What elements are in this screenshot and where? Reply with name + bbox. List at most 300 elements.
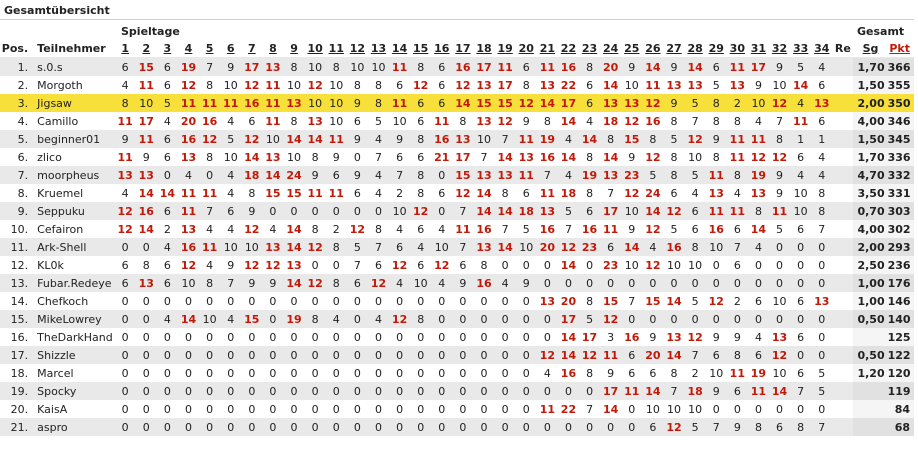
matchday-score: 16 — [473, 274, 494, 292]
matchday-score: 4 — [685, 184, 706, 202]
matchday-score: 6 — [579, 94, 600, 112]
matchday-score: 0 — [241, 418, 262, 436]
matchday-score: 6 — [706, 346, 727, 364]
matchday-score: 4 — [115, 76, 136, 94]
points-total: 332 — [888, 166, 914, 184]
matchday-score: 0 — [262, 418, 283, 436]
matchday-score: 6 — [516, 184, 537, 202]
matchday-score: 10 — [199, 310, 220, 328]
matchday-score: 14 — [473, 202, 494, 220]
matchday-score: 10 — [685, 148, 706, 166]
matchday-score: 6 — [769, 418, 790, 436]
row-position: 15. — [0, 310, 31, 328]
matchday-score: 4 — [431, 274, 452, 292]
col-header-matchday[interactable]: 31 — [748, 40, 769, 58]
matchday-score: 6 — [642, 364, 663, 382]
matchday-score: 9 — [241, 274, 262, 292]
matchday-score: 14 — [283, 238, 304, 256]
matchday-score: 6 — [790, 148, 811, 166]
matchday-score: 0 — [241, 292, 262, 310]
matchday-score: 13 — [495, 166, 516, 184]
col-header-matchday[interactable]: 34 — [811, 40, 832, 58]
matchday-score: 13 — [262, 238, 283, 256]
matchday-score: 13 — [727, 76, 748, 94]
matchday-score: 4 — [220, 184, 241, 202]
matchday-score: 0 — [706, 256, 727, 274]
participant-name: Morgoth — [31, 76, 114, 94]
matchday-score: 12 — [305, 274, 326, 292]
matchday-score: 6 — [389, 238, 410, 256]
matchday-score: 10 — [283, 148, 304, 166]
matchday-score: 0 — [410, 382, 431, 400]
matchday-score: 0 — [368, 400, 389, 418]
matchday-score: 13 — [136, 166, 157, 184]
sg-value: 1,70 — [853, 58, 887, 77]
points-total: 84 — [888, 400, 914, 418]
matchday-score: 7 — [685, 112, 706, 130]
matchday-score: 15 — [136, 58, 157, 77]
matchday-score: 13 — [178, 148, 199, 166]
matchday-score: 14 — [769, 382, 790, 400]
matchday-score: 11 — [706, 202, 727, 220]
matchday-score: 9 — [663, 94, 684, 112]
matchday-score: 9 — [600, 364, 621, 382]
col-header-matchday[interactable]: 6 — [220, 40, 241, 58]
matchday-score: 5 — [769, 220, 790, 238]
sg-value: 1,50 — [853, 130, 887, 148]
matchday-score: 0 — [115, 400, 136, 418]
table-row — [0, 202, 914, 220]
matchday-score: 7 — [220, 274, 241, 292]
matchday-score: 8 — [579, 58, 600, 77]
matchday-score: 0 — [241, 400, 262, 418]
matchday-score: 8 — [326, 238, 347, 256]
points-total: 350 — [888, 94, 914, 112]
matchday-score: 0 — [283, 328, 304, 346]
col-header-matchday[interactable]: 22 — [558, 40, 579, 58]
matchday-score: 19 — [579, 166, 600, 184]
matchday-score: 7 — [537, 166, 558, 184]
col-header-matchday[interactable]: 33 — [790, 40, 811, 58]
points-total: 146 — [888, 292, 914, 310]
page-title: Gesamtübersicht — [4, 4, 110, 17]
matchday-score: 11 — [790, 112, 811, 130]
matchday-score: 7 — [769, 112, 790, 130]
matchday-score: 0 — [516, 346, 537, 364]
matchday-score: 14 — [452, 94, 473, 112]
matchday-score: 0 — [326, 346, 347, 364]
matchday-score: 9 — [347, 130, 368, 148]
matchday-score: 10 — [431, 238, 452, 256]
matchday-score: 6 — [431, 58, 452, 77]
matchday-score: 0 — [452, 328, 473, 346]
matchday-score: 0 — [727, 310, 748, 328]
matchday-score: 0 — [685, 310, 706, 328]
matchday-score: 7 — [452, 238, 473, 256]
matchday-score: 8 — [579, 364, 600, 382]
matchday-score: 0 — [495, 256, 516, 274]
matchday-score: 0 — [115, 310, 136, 328]
matchday-score: 0 — [347, 382, 368, 400]
matchday-score: 0 — [516, 418, 537, 436]
matchday-score: 11 — [516, 130, 537, 148]
matchday-score: 0 — [621, 418, 642, 436]
matchday-score: 10 — [178, 274, 199, 292]
col-header-matchday[interactable]: 20 — [516, 40, 537, 58]
matchday-score: 0 — [516, 310, 537, 328]
matchday-score: 0 — [305, 202, 326, 220]
matchday-score: 4 — [220, 166, 241, 184]
matchday-score: 0 — [473, 310, 494, 328]
matchday-score: 4 — [579, 112, 600, 130]
matchday-score: 9 — [516, 274, 537, 292]
matchday-score: 11 — [178, 184, 199, 202]
matchday-score: 20 — [537, 238, 558, 256]
matchday-score: 6 — [241, 112, 262, 130]
col-header-matchday[interactable]: 30 — [727, 40, 748, 58]
matchday-score: 0 — [516, 400, 537, 418]
matchday-score: 0 — [368, 364, 389, 382]
re-cell — [832, 274, 853, 292]
col-header-matchday[interactable]: 15 — [410, 40, 431, 58]
participant-name: Camillo — [31, 112, 114, 130]
matchday-score: 6 — [790, 292, 811, 310]
matchday-score: 0 — [283, 418, 304, 436]
matchday-score: 12 — [241, 256, 262, 274]
matchday-score: 0 — [199, 292, 220, 310]
matchday-score: 0 — [115, 418, 136, 436]
sg-value: 1,70 — [853, 148, 887, 166]
col-header-matchday[interactable]: 24 — [600, 40, 621, 58]
matchday-score: 8 — [769, 130, 790, 148]
matchday-score: 13 — [769, 328, 790, 346]
matchday-score: 4 — [495, 274, 516, 292]
matchday-score: 0 — [326, 364, 347, 382]
matchday-score: 12 — [685, 130, 706, 148]
matchday-score: 16 — [473, 220, 494, 238]
matchday-score: 13 — [305, 112, 326, 130]
matchday-score: 0 — [748, 400, 769, 418]
matchday-score: 0 — [305, 382, 326, 400]
matchday-score: 12 — [642, 94, 663, 112]
matchday-score: 7 — [452, 202, 473, 220]
col-header-matchday[interactable]: 16 — [431, 40, 452, 58]
matchday-score: 4 — [220, 310, 241, 328]
matchday-score: 8 — [706, 94, 727, 112]
matchday-score: 0 — [452, 418, 473, 436]
matchday-score: 4 — [642, 238, 663, 256]
matchday-score: 6 — [410, 112, 431, 130]
matchday-score: 8 — [579, 184, 600, 202]
matchday-score: 21 — [431, 148, 452, 166]
matchday-score: 0 — [389, 400, 410, 418]
points-total: 336 — [888, 148, 914, 166]
col-header-pkt[interactable]: Pkt — [888, 40, 914, 58]
points-total: 125 — [888, 328, 914, 346]
matchday-score: 0 — [347, 292, 368, 310]
matchday-score: 10 — [368, 58, 389, 77]
matchday-score: 4 — [368, 130, 389, 148]
row-position: 16. — [0, 328, 31, 346]
matchday-score: 11 — [199, 94, 220, 112]
col-header-matchday[interactable]: 3 — [157, 40, 178, 58]
participant-name: Jigsaw — [31, 94, 114, 112]
matchday-score: 6 — [811, 112, 832, 130]
matchday-score: 13 — [811, 94, 832, 112]
matchday-score: 0 — [748, 310, 769, 328]
matchday-score: 0 — [811, 328, 832, 346]
matchday-score: 7 — [368, 238, 389, 256]
sg-value — [853, 382, 887, 400]
matchday-score: 13 — [473, 238, 494, 256]
matchday-score: 12 — [600, 310, 621, 328]
matchday-score: 11 — [389, 94, 410, 112]
matchday-score: 14 — [685, 58, 706, 77]
matchday-score: 0 — [790, 274, 811, 292]
col-header-matchday[interactable]: 9 — [283, 40, 304, 58]
col-header-matchday[interactable]: 7 — [241, 40, 262, 58]
col-header-matchday[interactable]: 32 — [769, 40, 790, 58]
matchday-score: 12 — [621, 112, 642, 130]
re-cell — [832, 184, 853, 202]
col-header-matchday[interactable]: 10 — [305, 40, 326, 58]
matchday-score: 4 — [389, 220, 410, 238]
col-header-re: Re — [832, 40, 853, 58]
col-header-matchday[interactable]: 29 — [706, 40, 727, 58]
matchday-score: 0 — [537, 274, 558, 292]
matchday-score: 0 — [431, 346, 452, 364]
matchday-score: 17 — [241, 58, 262, 77]
col-header-matchday[interactable]: 25 — [621, 40, 642, 58]
matchday-score: 0 — [368, 382, 389, 400]
matchday-score: 0 — [410, 346, 431, 364]
matchday-score: 4 — [748, 328, 769, 346]
col-header-matchday[interactable]: 17 — [452, 40, 473, 58]
matchday-score: 0 — [431, 310, 452, 328]
col-header-matchday[interactable]: 26 — [642, 40, 663, 58]
re-cell — [832, 346, 853, 364]
col-header-matchday[interactable]: 2 — [136, 40, 157, 58]
matchday-score: 6 — [727, 256, 748, 274]
matchday-score: 0 — [283, 346, 304, 364]
matchday-score: 3 — [600, 328, 621, 346]
matchday-score: 0 — [347, 310, 368, 328]
col-header-matchday[interactable]: 27 — [663, 40, 684, 58]
points-total: 355 — [888, 76, 914, 94]
matchday-score: 0 — [115, 328, 136, 346]
matchday-score: 0 — [473, 328, 494, 346]
re-cell — [832, 382, 853, 400]
matchday-score: 0 — [579, 382, 600, 400]
matchday-score: 6 — [157, 274, 178, 292]
matchday-score: 0 — [326, 418, 347, 436]
col-header-matchday[interactable]: 21 — [537, 40, 558, 58]
matchday-score: 11 — [516, 166, 537, 184]
col-header-matchday[interactable]: 13 — [368, 40, 389, 58]
matchday-score: 12 — [706, 292, 727, 310]
matchday-score: 11 — [748, 130, 769, 148]
matchday-score: 11 — [642, 76, 663, 94]
col-header-matchday[interactable]: 4 — [178, 40, 199, 58]
matchday-score: 9 — [241, 202, 262, 220]
matchday-score: 0 — [727, 400, 748, 418]
matchday-score: 0 — [790, 400, 811, 418]
re-cell — [832, 202, 853, 220]
matchday-score: 5 — [220, 130, 241, 148]
matchday-score: 14 — [495, 202, 516, 220]
matchday-score: 14 — [558, 346, 579, 364]
matchday-score: 0 — [347, 202, 368, 220]
table-row — [0, 130, 914, 148]
matchday-score: 4 — [157, 310, 178, 328]
col-header-matchday[interactable]: 11 — [326, 40, 347, 58]
matchday-score: 12 — [178, 256, 199, 274]
matchday-score: 6 — [706, 58, 727, 77]
matchday-score: 0 — [157, 400, 178, 418]
matchday-score: 0 — [199, 346, 220, 364]
matchday-score: 12 — [769, 346, 790, 364]
matchday-score: 6 — [579, 76, 600, 94]
matchday-score: 0 — [706, 310, 727, 328]
matchday-score: 7 — [389, 166, 410, 184]
matchday-score: 10 — [706, 364, 727, 382]
matchday-score: 15 — [642, 292, 663, 310]
row-position: 20. — [0, 400, 31, 418]
col-header-matchday[interactable]: 12 — [347, 40, 368, 58]
sg-value: 1,00 — [853, 292, 887, 310]
matchday-score: 0 — [473, 418, 494, 436]
matchday-score: 8 — [473, 256, 494, 274]
matchday-score: 20 — [558, 292, 579, 310]
matchday-score: 9 — [663, 58, 684, 77]
sg-value: 3,50 — [853, 184, 887, 202]
matchday-score: 0 — [811, 400, 832, 418]
matchday-score: 15 — [600, 292, 621, 310]
matchday-score: 0 — [220, 418, 241, 436]
matchday-score: 4 — [368, 310, 389, 328]
matchday-score: 4 — [157, 112, 178, 130]
col-header-matchday[interactable]: 8 — [262, 40, 283, 58]
table-row — [0, 184, 914, 202]
matchday-score: 23 — [600, 256, 621, 274]
matchday-score: 14 — [537, 94, 558, 112]
col-header-matchday[interactable]: 1 — [115, 40, 136, 58]
matchday-score: 12 — [769, 148, 790, 166]
col-header-matchday[interactable]: 23 — [579, 40, 600, 58]
matchday-score: 7 — [368, 148, 389, 166]
matchday-score: 9 — [516, 112, 537, 130]
matchday-score: 15 — [473, 94, 494, 112]
matchday-score: 12 — [769, 94, 790, 112]
col-header-matchday[interactable]: 28 — [685, 40, 706, 58]
matchday-score: 6 — [685, 202, 706, 220]
matchday-score: 6 — [621, 346, 642, 364]
matchday-score: 12 — [178, 76, 199, 94]
matchday-score: 0 — [811, 256, 832, 274]
matchday-score: 1 — [811, 130, 832, 148]
matchday-score: 14 — [558, 148, 579, 166]
matchday-score: 6 — [157, 202, 178, 220]
matchday-score: 8 — [136, 256, 157, 274]
matchday-score: 10 — [706, 238, 727, 256]
matchday-score: 11 — [115, 112, 136, 130]
matchday-score: 2 — [326, 220, 347, 238]
matchday-score: 6 — [516, 58, 537, 77]
matchday-score: 0 — [811, 274, 832, 292]
matchday-score: 13 — [706, 184, 727, 202]
matchday-score: 0 — [115, 346, 136, 364]
matchday-score: 16 — [663, 238, 684, 256]
matchday-score: 0 — [305, 346, 326, 364]
matchday-score: 0 — [283, 382, 304, 400]
col-header-sg[interactable]: Sg — [853, 40, 887, 58]
col-header-matchday[interactable]: 19 — [495, 40, 516, 58]
matchday-score: 7 — [685, 346, 706, 364]
matchday-score: 6 — [410, 256, 431, 274]
matchday-score: 0 — [579, 418, 600, 436]
matchday-score: 9 — [706, 130, 727, 148]
matchday-score: 19 — [283, 310, 304, 328]
matchday-score: 0 — [220, 328, 241, 346]
matchday-score: 8 — [241, 184, 262, 202]
matchday-score: 9 — [621, 220, 642, 238]
row-position: 9. — [0, 202, 31, 220]
matchday-score: 10 — [326, 112, 347, 130]
col-header-matchday[interactable]: 14 — [389, 40, 410, 58]
matchday-score: 10 — [642, 400, 663, 418]
matchday-score: 4 — [811, 58, 832, 77]
matchday-score: 0 — [389, 364, 410, 382]
matchday-score: 11 — [621, 382, 642, 400]
sg-value: 4,00 — [853, 220, 887, 238]
matchday-score: 9 — [220, 256, 241, 274]
matchday-score: 0 — [262, 346, 283, 364]
matchday-score: 6 — [431, 94, 452, 112]
participant-name: Chefkoch — [31, 292, 114, 310]
matchday-score: 4 — [431, 220, 452, 238]
matchday-score: 0 — [537, 418, 558, 436]
matchday-score: 8 — [326, 58, 347, 77]
matchday-score: 15 — [495, 94, 516, 112]
matchday-score: 14 — [600, 76, 621, 94]
matchday-score: 0 — [410, 400, 431, 418]
matchday-score: 8 — [199, 274, 220, 292]
matchday-score: 0 — [431, 400, 452, 418]
matchday-score: 7 — [706, 418, 727, 436]
matchday-score: 0 — [495, 382, 516, 400]
matchday-score: 11 — [727, 148, 748, 166]
matchday-score: 13 — [600, 94, 621, 112]
matchday-score: 14 — [558, 328, 579, 346]
table-row — [0, 58, 914, 77]
matchday-score: 0 — [748, 256, 769, 274]
matchday-score: 4 — [558, 130, 579, 148]
matchday-score: 16 — [537, 220, 558, 238]
matchday-score: 0 — [431, 364, 452, 382]
table-row — [0, 364, 914, 382]
matchday-score: 22 — [558, 76, 579, 94]
matchday-score: 10 — [389, 112, 410, 130]
col-header-matchday[interactable]: 18 — [473, 40, 494, 58]
matchday-score: 0 — [495, 418, 516, 436]
table-row — [0, 94, 914, 112]
matchday-score: 0 — [178, 346, 199, 364]
re-cell — [832, 418, 853, 436]
col-header-matchday[interactable]: 5 — [199, 40, 220, 58]
matchday-score: 4 — [115, 184, 136, 202]
matchday-score: 10 — [305, 58, 326, 77]
table-row — [0, 292, 914, 310]
